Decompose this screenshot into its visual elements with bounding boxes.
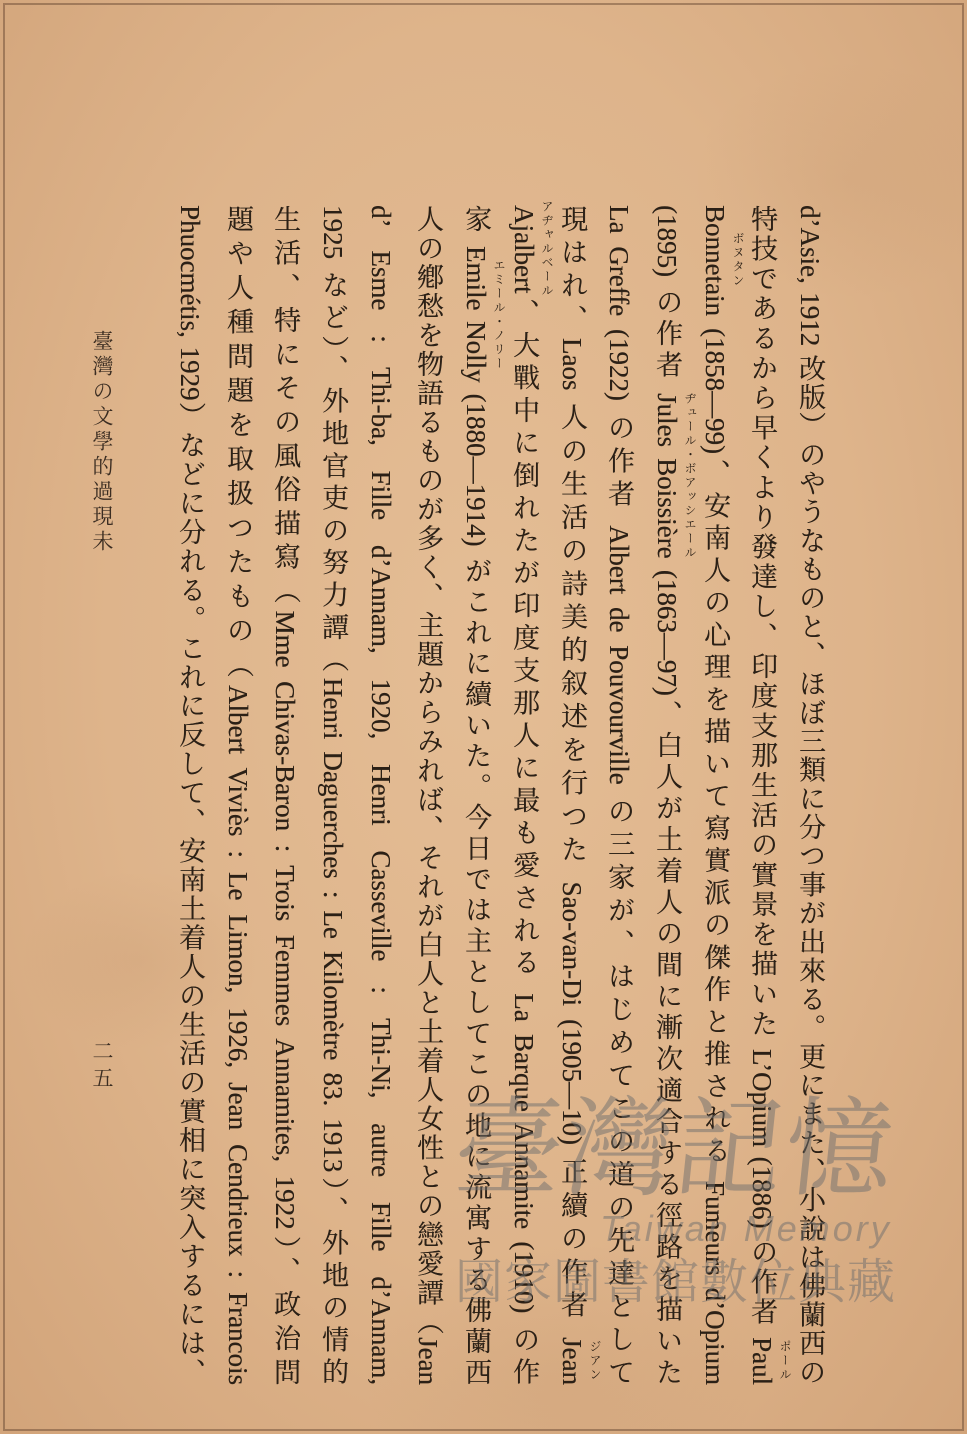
ruby-base-text: Jean (557, 1337, 587, 1385)
ruby-word-jules-boissiere (652, 391, 697, 560)
text-column-4 (646, 205, 697, 1386)
column-text: (1858—99)、安南人の心理を描いて寫實派の傑作と推される Fumeurs d’Opium (700, 315, 730, 1385)
text-column-14 (169, 205, 211, 1385)
ruby-annotation: ヂュール・ボアッシエール (683, 391, 697, 560)
ruby-word-jean (557, 1337, 602, 1385)
ruby-annotation: ポール (778, 1339, 792, 1382)
text-column-3 (694, 205, 745, 1385)
column-text: 、大戰中に倒れたが印度支那人に最も愛される La Barque Annamite (1910) の作 (509, 293, 539, 1385)
column-text: 1925 など）、外地官吏の努力譚（Henri Daguerches : Le Kilomètre 83. 1913）、外地の情的 (318, 205, 348, 1385)
watermark-institution: 國家圖書館數位典藏 (455, 1254, 897, 1310)
text-column-11 (312, 205, 354, 1385)
column-text: d’Asie, 1912 改版）のやうなものと、ほぼ三類に分つ事が出來る。更にまた、小說は佛蘭西の (795, 205, 825, 1385)
column-text: 特技であるから早くより發達し、印度支那生活の實景を描いた L’Opium (1886) の作者 (747, 205, 777, 1337)
column-text: 現はれ、Laos 人の生活の詩美的叙述を行つた Sao-van-Di (1905—10) 正續の作者 (557, 205, 587, 1338)
text-column-12 (264, 205, 306, 1385)
page-number: 二五 (90, 1040, 114, 1094)
ruby-word-emile-nolly (461, 246, 506, 383)
running-head: 臺灣の文學的過現未 (90, 330, 114, 555)
column-text: 人の鄕愁を物語るものが多く、主題からみれば、それが白人と土着人女性との戀愛譚（Jean (413, 205, 443, 1385)
column-text: d’ Esme : Thi-ba, Fille d’Annam, 1920, Henri Casseville : Thi-Ni, autre Fille d’Annam, (366, 205, 396, 1385)
text-column-13 (217, 205, 259, 1385)
column-text: (1880—1914) がこれに續いた。今日では主としてこの地に流寓する佛蘭西 (461, 382, 491, 1386)
text-column-9 (407, 205, 449, 1385)
ruby-base-text: Emile Nolly (461, 246, 491, 383)
column-text: 家 (461, 205, 491, 247)
column-text: 生活、特にその風俗描寫（Mme Chivas-Baron : Trois Femmes Annamites, 1922）、政治問 (270, 205, 300, 1385)
text-column-10 (360, 205, 402, 1385)
watermark-logo: 臺灣記憶 (448, 1087, 902, 1212)
ruby-word-ajalbert (509, 200, 554, 299)
column-text: (1895) の作者 (652, 205, 682, 394)
ruby-annotation: ボヌタン (731, 232, 745, 289)
ruby-word-paul (747, 1336, 792, 1385)
text-column-8 (455, 205, 506, 1386)
text-column-1 (789, 205, 831, 1385)
column-text: (1863—97)、白人が土着人の間に漸次適合する徑路を描いた (652, 558, 682, 1386)
ruby-annotation: ジアン (588, 1340, 602, 1382)
ruby-base-text: Bonnetain (700, 205, 730, 316)
ruby-annotation: エミール・ノリー (492, 258, 506, 371)
text-column-6 (551, 205, 602, 1385)
ruby-base-text: Ajalbert (509, 205, 539, 294)
ruby-base-text: Paul (747, 1336, 777, 1385)
column-text: La Greffe (1922) の作者 Albert de Pouvourville の三家が、はじめてこの道の先達として (604, 205, 634, 1385)
column-text: Phuocmétis, 1929）などに分れる。これに反して、安南土着人の生活の實相に突入するには、 (175, 205, 205, 1385)
watermark-english: Taiwan Memory (600, 1208, 892, 1249)
text-column-5 (598, 205, 640, 1385)
ruby-word-bonnetain (700, 205, 745, 316)
text-column-2 (741, 205, 792, 1385)
ruby-annotation: アヂャルベール (540, 200, 554, 299)
ruby-base-text: Jules Boissière (652, 393, 682, 559)
text-column-7 (503, 200, 554, 1385)
column-text: 題や人種問題を取扱つたもの（Albert Viviès : Le Limon, 1926, Jean Cendrieux : Francois (223, 205, 253, 1385)
